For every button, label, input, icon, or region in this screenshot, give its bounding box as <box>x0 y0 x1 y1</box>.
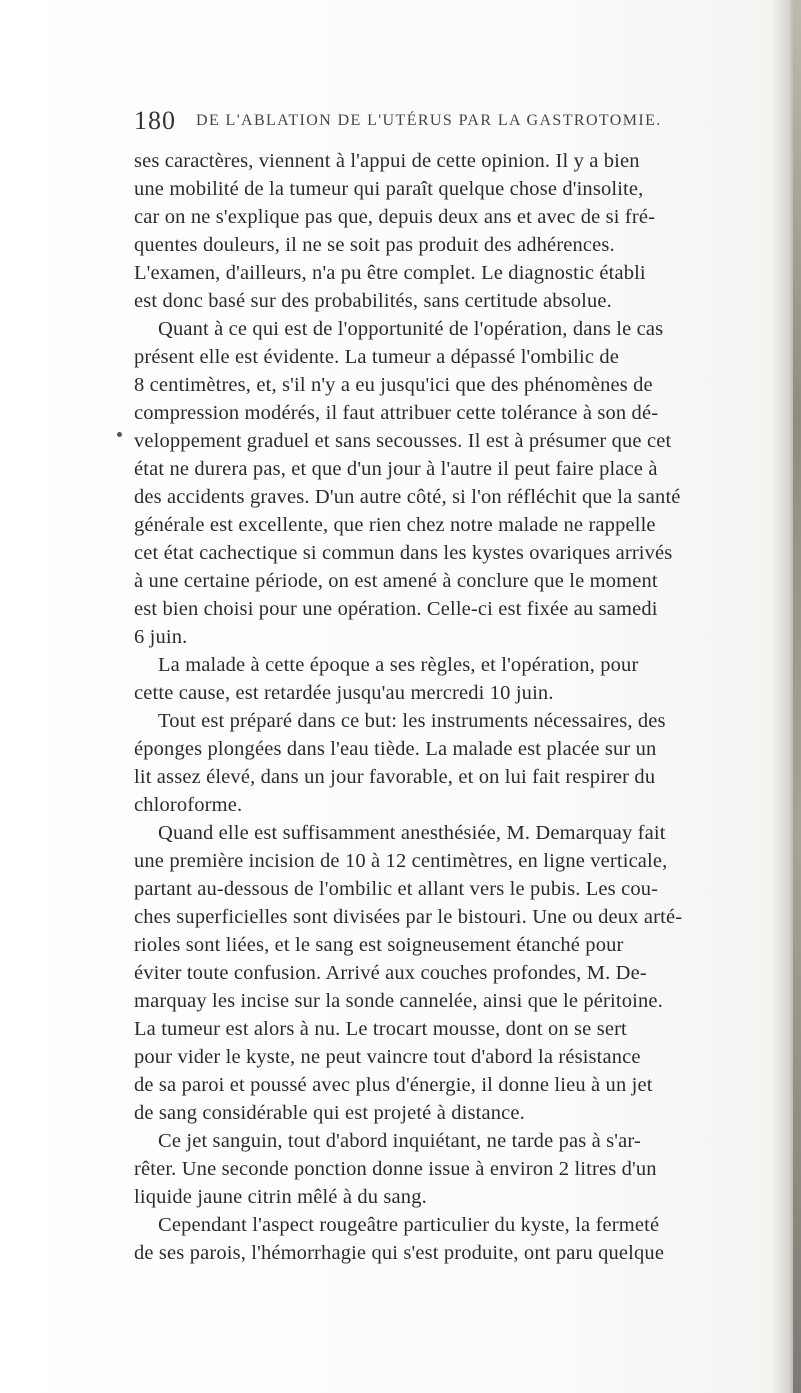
page-header <box>134 106 754 146</box>
text-line: Cependant l'aspect rougeâtre particulier du kyste, la fermeté <box>158 1214 660 1236</box>
text-line: est donc basé sur des probabilités, sans certitude absolue. <box>134 290 612 312</box>
text-line: L'examen, d'ailleurs, n'a pu être complet. Le diagnostic établi <box>134 262 646 284</box>
text-line: rioles sont liées, et le sang est soigneusement étanché pour <box>134 934 624 956</box>
text-line: cet état cachectique si commun dans les kystes ovariques arrivés <box>134 542 673 564</box>
text-line: des accidents graves. D'un autre côté, si l'on réfléchit que la santé <box>134 486 681 508</box>
text-line: La malade à cette époque a ses règles, et l'opération, pour <box>158 654 639 676</box>
text-line: ches superficielles sont divisées par le bistouri. Une ou deux arté- <box>134 906 683 928</box>
text-line: éviter toute confusion. Arrivé aux couches profondes, M. De- <box>134 962 647 984</box>
text-line: Tout est préparé dans ce but: les instruments nécessaires, des <box>158 710 666 732</box>
text-line: pour vider le kyste, ne peut vaincre tout d'abord la résistance <box>134 1046 641 1068</box>
text-line: présent elle est évidente. La tumeur a dépassé l'ombilic de <box>134 346 620 368</box>
text-line: 6 juin. <box>134 626 188 648</box>
text-line: de sang considérable qui est projeté à distance. <box>134 1102 525 1124</box>
text-line: une première incision de 10 à 12 centimètres, en ligne verticale, <box>134 850 668 872</box>
text-line: La tumeur est alors à nu. Le trocart mousse, dont on se sert <box>134 1018 627 1040</box>
page-edge <box>793 0 801 1393</box>
text-line: Quand elle est suffisamment anesthésiée, M. Demarquay fait <box>158 822 666 844</box>
margin-dot <box>117 432 122 437</box>
text-line: car on ne s'explique pas que, depuis deux ans et avec de si fré- <box>134 206 656 228</box>
text-line: de sa paroi et poussé avec plus d'énergie, il donne lieu à un jet <box>134 1074 653 1096</box>
text-line: partant au-dessous de l'ombilic et allant vers le pubis. Les cou- <box>134 878 659 900</box>
text-line: liquide jaune citrin mêlé à du sang. <box>134 1186 427 1208</box>
text-line: ses caractères, viennent à l'appui de cette opinion. Il y a bien <box>134 150 640 172</box>
text-line: quentes douleurs, il ne se soit pas produit des adhérences. <box>134 234 615 256</box>
text-line: marquay les incise sur la sonde cannelée, ainsi que le péritoine. <box>134 990 663 1012</box>
text-line: veloppement graduel et sans secousses. Il est à présumer que cet <box>134 430 672 452</box>
text-line: cette cause, est retardée jusqu'au mercredi 10 juin. <box>134 682 554 704</box>
page-number: 180 <box>134 106 176 135</box>
text-line: Quant à ce qui est de l'opportunité de l'opération, dans le cas <box>158 318 664 340</box>
text-line: Ce jet sanguin, tout d'abord inquiétant, ne tarde pas à s'ar- <box>158 1130 641 1152</box>
text-line: une mobilité de la tumeur qui paraît quelque chose d'insolite, <box>134 178 644 200</box>
text-line: état ne durera pas, et que d'un jour à l'autre il peut faire place à <box>134 458 658 480</box>
text-line: lit assez élevé, dans un jour favorable, et on lui fait respirer du <box>134 766 656 788</box>
text-line: rêter. Une seconde ponction donne issue à environ 2 litres d'un <box>134 1158 657 1180</box>
text-line: chloroforme. <box>134 794 243 816</box>
text-line: de ses parois, l'hémorrhagie qui s'est produite, ont paru quelque <box>134 1242 665 1264</box>
text-line: 8 centimètres, et, s'il n'y a eu jusqu'ici que des phénomènes de <box>134 374 653 396</box>
text-line: générale est excellente, que rien chez notre malade ne rappelle <box>134 514 656 536</box>
text-line: éponges plongées dans l'eau tiède. La malade est placée sur un <box>134 738 657 760</box>
text-line: à une certaine période, on est amené à conclure que le moment <box>134 570 658 592</box>
text-line: est bien choisi pour une opération. Celle-ci est fixée au samedi <box>134 598 658 620</box>
running-head: DE L'ABLATION DE L'UTÉRUS PAR LA GASTROTOMIE. <box>196 112 662 129</box>
text-line: compression modérés, il faut attribuer cette tolérance à son dé- <box>134 402 659 424</box>
